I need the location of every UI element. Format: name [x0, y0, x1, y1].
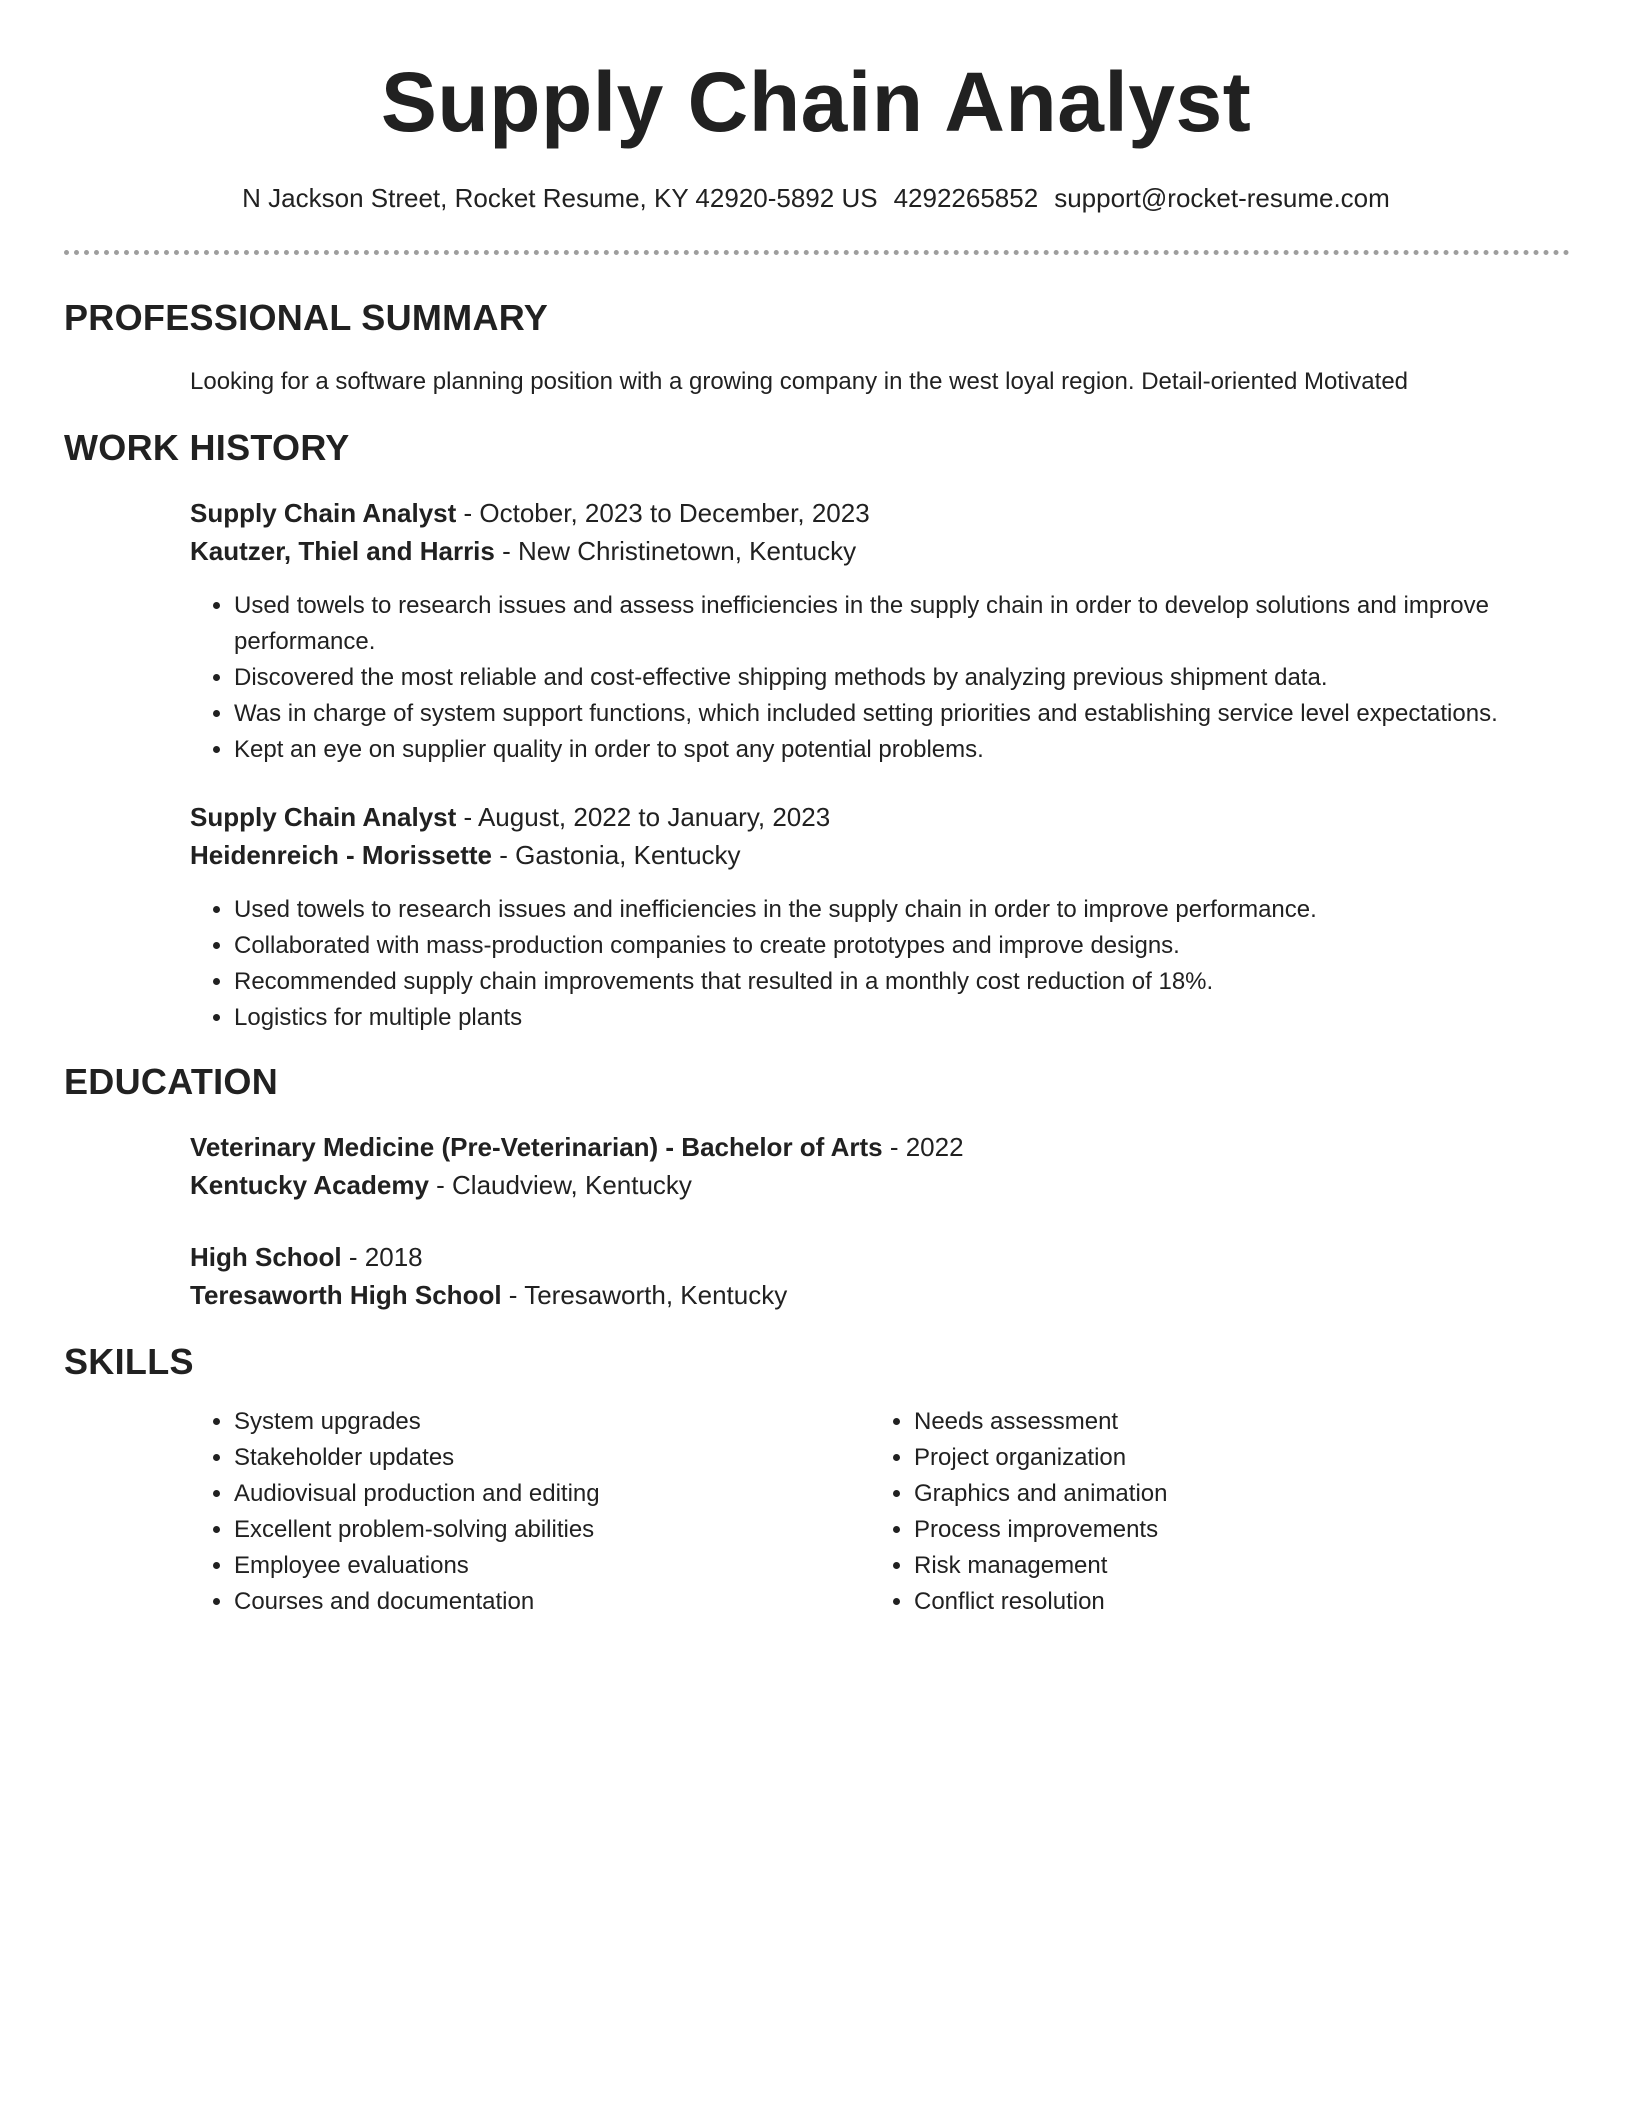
section-heading-summary: PROFESSIONAL SUMMARY [64, 297, 549, 338]
list-item: • Stakeholder updates [234, 1440, 794, 1476]
education-location: - Teresaworth, Kentucky [501, 1280, 788, 1310]
job-title: Supply Chain Analyst [190, 498, 457, 528]
contact-phone: 4292265852 [893, 183, 1039, 213]
list-item: • Employee evaluations [234, 1548, 794, 1584]
education-degree: Veterinary Medicine (Pre-Veterinarian) - Bachelor of Arts [190, 1132, 883, 1162]
job-location: - New Christinetown, Kentucky [494, 536, 857, 566]
list-item: • Process improvements [914, 1512, 1474, 1548]
education-degree-line [190, 1128, 964, 1166]
list-item: • Risk management [914, 1548, 1474, 1584]
job-location: - Gastonia, Kentucky [491, 840, 741, 870]
job-bullet-list [190, 588, 1614, 768]
list-item: • Courses and documentation [234, 1584, 794, 1620]
list-item: • System upgrades [234, 1404, 794, 1440]
resume-title: Supply Chain Analyst [380, 55, 1252, 149]
list-item: • Conflict resolution [914, 1584, 1474, 1620]
education-year: - 2022 [882, 1132, 964, 1162]
education-degree-line [190, 1238, 423, 1276]
list-item: • Project organization [914, 1440, 1474, 1476]
education-year: - 2018 [341, 1242, 423, 1272]
list-item: • Was in charge of system support functions, which included setting priorities and establishing service level expectations. [234, 696, 1614, 732]
list-item: • Needs assessment [914, 1404, 1474, 1440]
education-degree: High School [190, 1242, 342, 1272]
list-item: • Discovered the most reliable and cost-effective shipping methods by analyzing previous shipment data. [234, 660, 1614, 696]
list-item: • Excellent problem-solving abilities [234, 1512, 794, 1548]
job-company: Heidenreich - Morissette [190, 840, 492, 870]
contact-line [0, 180, 1632, 216]
contact-email: support@rocket-resume.com [1054, 183, 1390, 213]
header-divider [64, 250, 1570, 255]
job-dates: - October, 2023 to December, 2023 [456, 498, 870, 528]
summary-text: Looking for a software planning position with a growing company in the west loyal region. Detail-oriented Motivated [190, 368, 1409, 395]
job-company-line [190, 532, 856, 570]
job-title-line [190, 494, 870, 532]
section-heading-education: EDUCATION [64, 1061, 279, 1102]
education-school-line [190, 1276, 787, 1314]
list-item: • Used towels to research issues and assess inefficiencies in the supply chain in order to develop solutions and improve performance. [234, 588, 1614, 660]
list-item: • Graphics and animation [914, 1476, 1474, 1512]
list-item: • Used towels to research issues and inefficiencies in the supply chain in order to improve performance. [234, 892, 1614, 928]
list-item: • Logistics for multiple plants [234, 1000, 1614, 1036]
list-item: • Audiovisual production and editing [234, 1476, 794, 1512]
section-heading-skills: SKILLS [64, 1341, 194, 1382]
education-school-line [190, 1166, 692, 1204]
section-heading-work-history: WORK HISTORY [64, 427, 350, 468]
contact-address: N Jackson Street, Rocket Resume, KY 42920-5892 US [242, 183, 878, 213]
job-company-line [190, 836, 741, 874]
education-school: Kentucky Academy [190, 1170, 429, 1200]
education-location: - Claudview, Kentucky [428, 1170, 692, 1200]
job-dates: - August, 2022 to January, 2023 [456, 802, 831, 832]
skills-list-right [870, 1404, 1474, 1620]
education-school: Teresaworth High School [190, 1280, 502, 1310]
list-item: • Recommended supply chain improvements that resulted in a monthly cost reduction of 18%. [234, 964, 1614, 1000]
list-item: • Collaborated with mass-production companies to create prototypes and improve designs. [234, 928, 1614, 964]
job-bullet-list [190, 892, 1614, 1036]
list-item: • Kept an eye on supplier quality in order to spot any potential problems. [234, 732, 1614, 768]
job-title-line [190, 798, 830, 836]
skills-list-left [190, 1404, 794, 1620]
job-title: Supply Chain Analyst [190, 802, 457, 832]
job-company: Kautzer, Thiel and Harris [190, 536, 495, 566]
